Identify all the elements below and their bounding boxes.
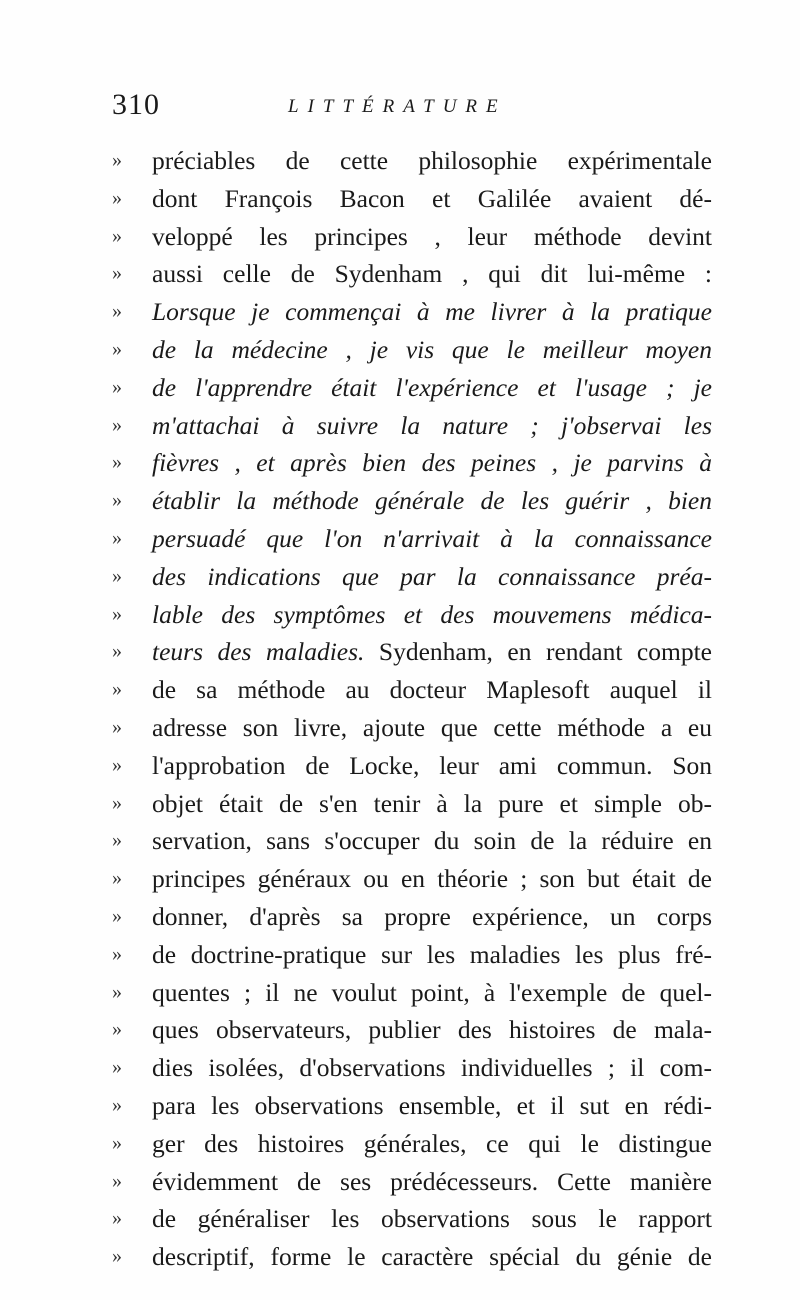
quote-mark: » xyxy=(112,149,122,171)
quote-mark: » xyxy=(112,375,122,398)
line-text: m'attachai à suivre la nature ; j'observai les xyxy=(152,410,712,440)
line-text: Lorsque je commençai à me livrer à la pratique xyxy=(152,297,712,327)
text-line xyxy=(112,898,712,936)
text-line xyxy=(112,1125,712,1163)
line-text: de la médecine , je vis que le meilleur moyen xyxy=(152,334,712,364)
line-text: de l'apprendre était l'expérience et l'usage ; je xyxy=(152,372,712,402)
line-text: veloppé les principes , leur méthode devint xyxy=(152,221,712,251)
line-text: dont François Bacon et Galilée avaient dé- xyxy=(152,183,712,213)
text-line xyxy=(112,1238,712,1276)
line-text xyxy=(152,633,712,671)
line-text: para les observations ensemble, et il sut en rédi- xyxy=(152,1090,712,1120)
line-text: principes généraux ou en théorie ; son but était de xyxy=(152,864,712,894)
text-line xyxy=(112,369,712,407)
line-text: persuadé que l'on n'arrivait à la connaissance xyxy=(152,523,712,553)
quote-mark: » xyxy=(112,753,122,776)
quote-mark: » xyxy=(112,791,122,814)
line-text: de sa méthode au docteur Maplesoft auquel il xyxy=(152,675,712,705)
line-text: des indications que par la connaissance préa- xyxy=(152,561,712,591)
text-line xyxy=(112,218,712,256)
quote-mark: » xyxy=(112,564,122,587)
line-text: évidemment de ses prédécesseurs. Cette manière xyxy=(152,1166,712,1196)
text-line xyxy=(112,671,712,709)
text-line xyxy=(112,293,712,331)
text-line xyxy=(112,596,712,634)
line-text: objet était de s'en tenir à la pure et simple ob- xyxy=(152,788,712,818)
line-text: adresse son livre, ajoute que cette méthode a eu xyxy=(152,712,712,742)
quote-mark: » xyxy=(112,337,122,360)
running-head: LITTÉRATURE xyxy=(288,96,507,117)
quote-mark: » xyxy=(112,300,122,323)
line-text: fièvres , et après bien des peines , je parvins à xyxy=(152,448,712,478)
text-line xyxy=(112,822,712,860)
quote-mark: » xyxy=(112,980,122,1003)
line-text: ger des histoires générales, ce qui le distingue xyxy=(152,1128,712,1158)
text-line xyxy=(112,331,712,369)
quote-mark: » xyxy=(112,1056,122,1079)
page-header xyxy=(112,88,712,128)
quote-mark: » xyxy=(112,942,122,965)
line-text: descriptif, forme le caractère spécial du génie de xyxy=(152,1242,712,1272)
line-text: l'approbation de Locke, leur ami commun. Son xyxy=(152,750,712,780)
quote-mark: » xyxy=(112,602,122,625)
text-line xyxy=(112,520,712,558)
text-line xyxy=(112,633,712,671)
quote-mark: » xyxy=(112,1131,122,1154)
text-line xyxy=(112,1200,712,1238)
quote-mark: » xyxy=(112,1018,122,1041)
text-line xyxy=(112,1049,712,1087)
line-text: établir la méthode générale de les guérir , bien xyxy=(152,486,712,516)
line-text: lable des symptômes et des mouvemens médica- xyxy=(152,599,712,629)
line-text: dies isolées, d'observations individuelles ; il com- xyxy=(152,1053,712,1083)
line-text: quentes ; il ne voulut point, à l'exemple de quel- xyxy=(152,977,712,1007)
text-line xyxy=(112,747,712,785)
quote-mark: » xyxy=(112,526,122,549)
quote-mark: » xyxy=(112,451,122,474)
line-text: préciables de cette philosophie expérimentale xyxy=(152,146,712,175)
page-number: 310 xyxy=(112,88,160,121)
line-text: donner, d'après sa propre expérience, un corps xyxy=(152,901,712,931)
text-line xyxy=(112,785,712,823)
quote-mark: » xyxy=(112,867,122,890)
text-line xyxy=(112,974,712,1012)
quote-mark: » xyxy=(112,413,122,436)
text-line xyxy=(112,709,712,747)
text-line xyxy=(112,180,712,218)
quote-mark: » xyxy=(112,186,122,209)
quote-mark: » xyxy=(112,1245,122,1268)
quote-mark: » xyxy=(112,1207,122,1230)
text-line xyxy=(112,1087,712,1125)
quote-mark: » xyxy=(112,904,122,927)
text-line xyxy=(112,1163,712,1201)
text-line xyxy=(112,255,712,293)
quote-mark: » xyxy=(112,224,122,247)
line-text: ques observateurs, publier des histoires de mala- xyxy=(152,1015,712,1045)
text-line xyxy=(112,558,712,596)
line-text-italic: teurs des maladies. xyxy=(152,637,365,667)
text-line xyxy=(112,936,712,974)
quote-mark: » xyxy=(112,1169,122,1192)
quote-mark: » xyxy=(112,489,122,512)
text-line xyxy=(112,407,712,445)
quote-mark: » xyxy=(112,262,122,285)
text-line xyxy=(112,444,712,482)
quote-mark: » xyxy=(112,640,122,663)
line-text-roman: Sydenham, en rendant compte xyxy=(364,637,712,667)
text-line xyxy=(112,142,712,180)
quote-mark: » xyxy=(112,678,122,701)
text-line xyxy=(112,1011,712,1049)
line-text: servation, sans s'occuper du soin de la réduire en xyxy=(152,826,712,856)
text-line xyxy=(112,482,712,520)
line-text: de doctrine-pratique sur les maladies les plus fré- xyxy=(152,939,712,969)
text-line xyxy=(112,860,712,898)
quote-mark: » xyxy=(112,715,122,738)
body-text xyxy=(112,142,712,1276)
quote-mark: » xyxy=(112,829,122,852)
line-text: aussi celle de Sydenham , qui dit lui-même : xyxy=(152,259,712,289)
line-text: de généraliser les observations sous le rapport xyxy=(152,1204,712,1234)
quote-mark: » xyxy=(112,1093,122,1116)
